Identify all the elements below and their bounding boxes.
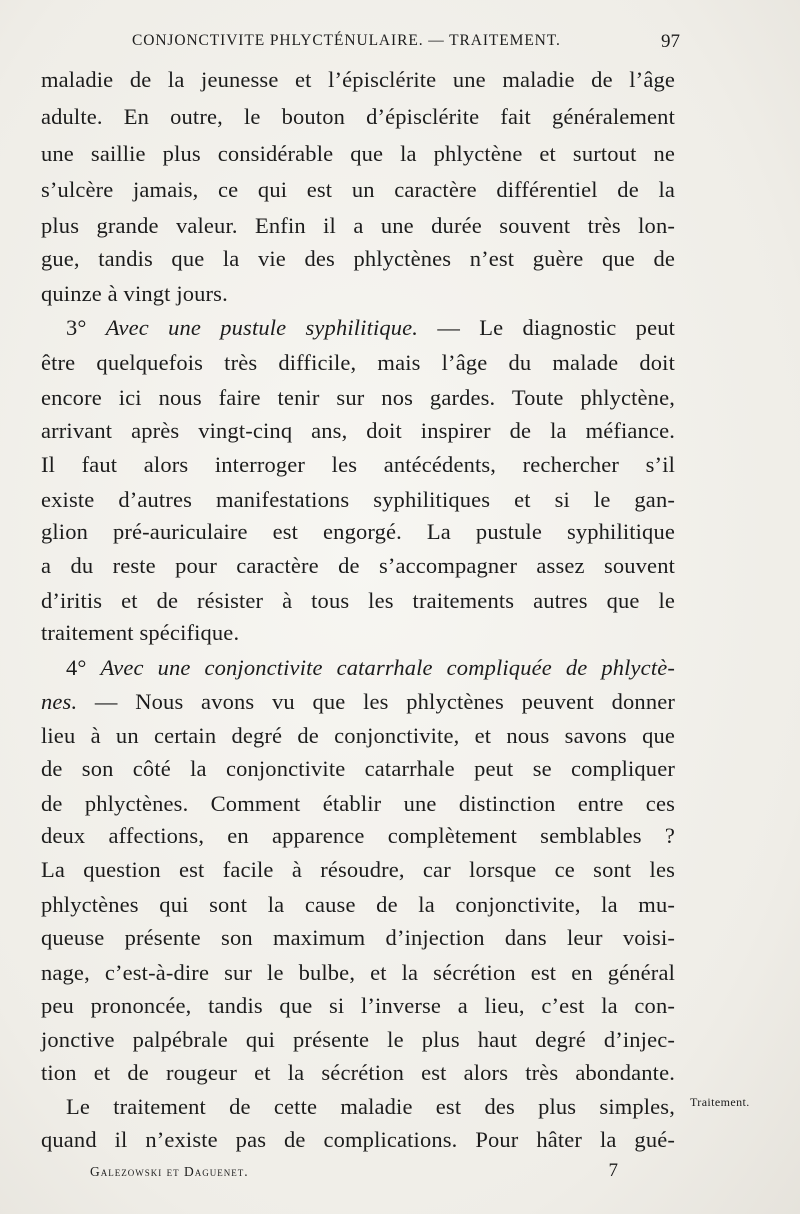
text-line: de son côté la conjonctivite catarrhale peut se compliquer bbox=[41, 756, 675, 781]
text-line: glion pré-auriculaire est engorgé. La pustule syphilitique bbox=[41, 519, 675, 544]
text-line: La question est facile à résoudre, car lorsque ce sont les bbox=[41, 857, 675, 882]
margin-note: Traitement. bbox=[690, 1095, 750, 1109]
text-line: lieu à un certain degré de conjonctivite, et nous savons que bbox=[41, 723, 675, 748]
text-line: Le traitement de cette maladie est des plus simples, bbox=[66, 1094, 675, 1119]
section-title: Avec une conjonctivite catarrhale compliquée de phlyctè- bbox=[100, 655, 675, 680]
section-number: 4° bbox=[66, 655, 87, 680]
text-line: jonctive palpébrale qui présente le plus haut degré d’injec- bbox=[41, 1027, 675, 1052]
text-line: existe d’autres manifestations syphilitiques et si le gan- bbox=[41, 487, 675, 512]
text-line: arrivant après vingt-cinq ans, doit inspirer de la méfiance. bbox=[41, 418, 675, 443]
section-title-end: nes. bbox=[41, 689, 78, 714]
text-line: a du reste pour caractère de s’accompagner assez souvent bbox=[41, 553, 675, 578]
text-line: Il faut alors interroger les antécédents, rechercher s’il bbox=[41, 452, 675, 477]
text-line: deux affections, en apparence complètement semblables ? bbox=[41, 823, 675, 848]
page-header bbox=[132, 32, 680, 56]
signature-mark: 7 bbox=[608, 1160, 618, 1181]
text-line: maladie de la jeunesse et l’épisclérite une maladie de l’âge bbox=[41, 67, 675, 92]
text-line: encore ici nous faire tenir sur nos gardes. Toute phlyctène, bbox=[41, 385, 675, 410]
text-line: adulte. En outre, le bouton d’épisclérite fait généralement bbox=[41, 104, 675, 129]
running-head: CONJONCTIVITE PHLYCTÉNULAIRE. — TRAITEMENT. bbox=[132, 32, 561, 49]
text-line: peu prononcée, tandis que si l’inverse a lieu, c’est la con- bbox=[41, 993, 675, 1018]
section-number: 3° bbox=[66, 315, 87, 340]
text-line: quinze à vingt jours. bbox=[41, 281, 228, 306]
text-line: queuse présente son maximum d’injection dans leur voisi- bbox=[41, 925, 675, 950]
footer-authors: Galezowski et Daguenet. bbox=[90, 1164, 249, 1179]
text-line: nage, c’est-à-dire sur le bulbe, et la sécrétion est en général bbox=[41, 960, 675, 985]
text-line: une saillie plus considérable que la phlyctène et surtout ne bbox=[41, 141, 675, 166]
page-footer bbox=[90, 1162, 624, 1186]
text-line: d’iritis et de résister à tous les traitements autres que le bbox=[41, 588, 675, 613]
section-title-continuation: — Nous avons vu que les phlyctènes peuvent donner bbox=[94, 689, 676, 714]
section-heading-line bbox=[41, 310, 675, 346]
section-title-continuation: — Le diagnostic peut bbox=[437, 315, 676, 340]
text-line: plus grande valeur. Enfin il a une durée souvent très lon- bbox=[41, 213, 675, 238]
text-line: gue, tandis que la vie des phlyctènes n’est guère que de bbox=[41, 246, 675, 271]
text-line: phlyctènes qui sont la cause de la conjonctivite, la mu- bbox=[41, 892, 675, 917]
section-heading-line bbox=[41, 650, 675, 686]
text-line: être quelquefois très difficile, mais l’âge du malade doit bbox=[41, 350, 675, 375]
text-line: de phlyctènes. Comment établir une distinction entre ces bbox=[41, 791, 675, 816]
text-line: s’ulcère jamais, ce qui est un caractère différentiel de la bbox=[41, 177, 675, 202]
text-line bbox=[41, 684, 675, 720]
section-title: Avec une pustule syphilitique. bbox=[105, 315, 419, 340]
text-line: quand il n’existe pas de complications. Pour hâter la gué- bbox=[41, 1127, 675, 1152]
page-number: 97 bbox=[661, 31, 680, 52]
text-line: tion et de rougeur et la sécrétion est alors très abondante. bbox=[41, 1060, 675, 1085]
text-line: traitement spécifique. bbox=[41, 620, 240, 645]
